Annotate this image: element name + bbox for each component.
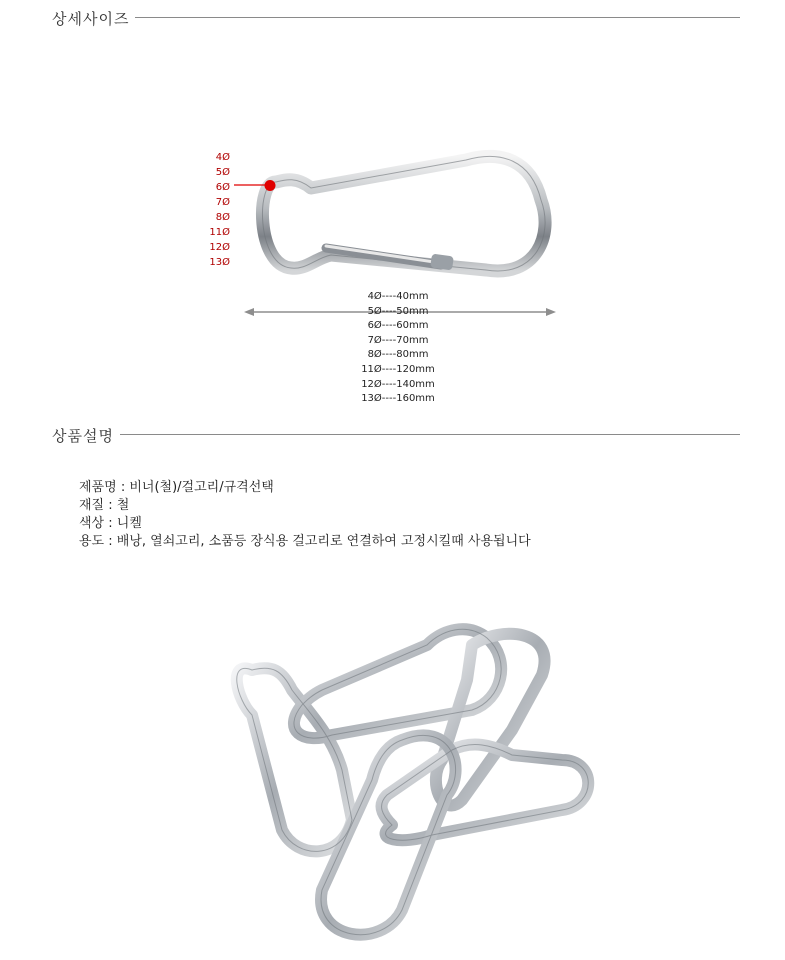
size-label: 4Ø bbox=[215, 152, 230, 163]
info-label: 재질 bbox=[79, 498, 105, 513]
size-length-table bbox=[330, 290, 466, 407]
info-label: 제품명 bbox=[79, 480, 117, 495]
size-length-row: 5Ø----50mm bbox=[367, 305, 429, 317]
carabiner-product-image bbox=[236, 140, 566, 290]
info-value: 니켈 bbox=[116, 516, 142, 531]
product-name-row: 제품명 : 비너(철)/걸고리/규격선택 bbox=[79, 480, 274, 495]
info-value: 배낭, 열쇠고리, 소품등 장식용 걸고리로 연결하여 고정시킬때 사용됩니다 bbox=[116, 534, 531, 549]
color-row: 색상 : 니켈 bbox=[79, 516, 142, 531]
info-value: 철 bbox=[116, 498, 130, 513]
section-divider-line bbox=[52, 17, 740, 18]
info-value: 비너(철)/걸고리/규격선택 bbox=[129, 480, 274, 495]
size-length-row: 6Ø----60mm bbox=[367, 320, 429, 332]
material-row: 재질 : 철 bbox=[79, 498, 130, 513]
section-title-description: 상품설명 bbox=[52, 425, 120, 446]
size-label: 13Ø bbox=[209, 257, 230, 268]
section-divider-line bbox=[52, 434, 740, 435]
carabiner-group-image bbox=[212, 620, 612, 950]
size-length-row: 12Ø----140mm bbox=[361, 378, 435, 390]
product-info-block bbox=[79, 479, 531, 551]
size-length-row: 13Ø----160mm bbox=[361, 393, 435, 405]
size-label-list bbox=[196, 150, 230, 270]
size-label: 5Ø bbox=[215, 167, 230, 178]
size-label: 12Ø bbox=[209, 242, 230, 253]
size-length-row: 4Ø----40mm bbox=[367, 291, 429, 302]
size-label: 6Ø bbox=[215, 182, 230, 193]
size-label: 11Ø bbox=[209, 227, 230, 238]
size-label: 8Ø bbox=[215, 212, 230, 223]
info-label: 용도 bbox=[79, 534, 105, 549]
size-pointer bbox=[232, 180, 282, 192]
size-label: 7Ø bbox=[215, 197, 230, 208]
size-length-row: 11Ø----120mm bbox=[361, 363, 435, 375]
usage-row: 용도 : 배낭, 열쇠고리, 소품등 장식용 걸고리로 연결하여 고정시킬때 사용됩니다 bbox=[79, 534, 531, 549]
size-length-row: 8Ø----80mm bbox=[367, 349, 429, 361]
size-length-row: 7Ø----70mm bbox=[367, 334, 429, 346]
section-title-detail-size: 상세사이즈 bbox=[52, 8, 135, 29]
info-label: 색상 bbox=[79, 516, 105, 531]
